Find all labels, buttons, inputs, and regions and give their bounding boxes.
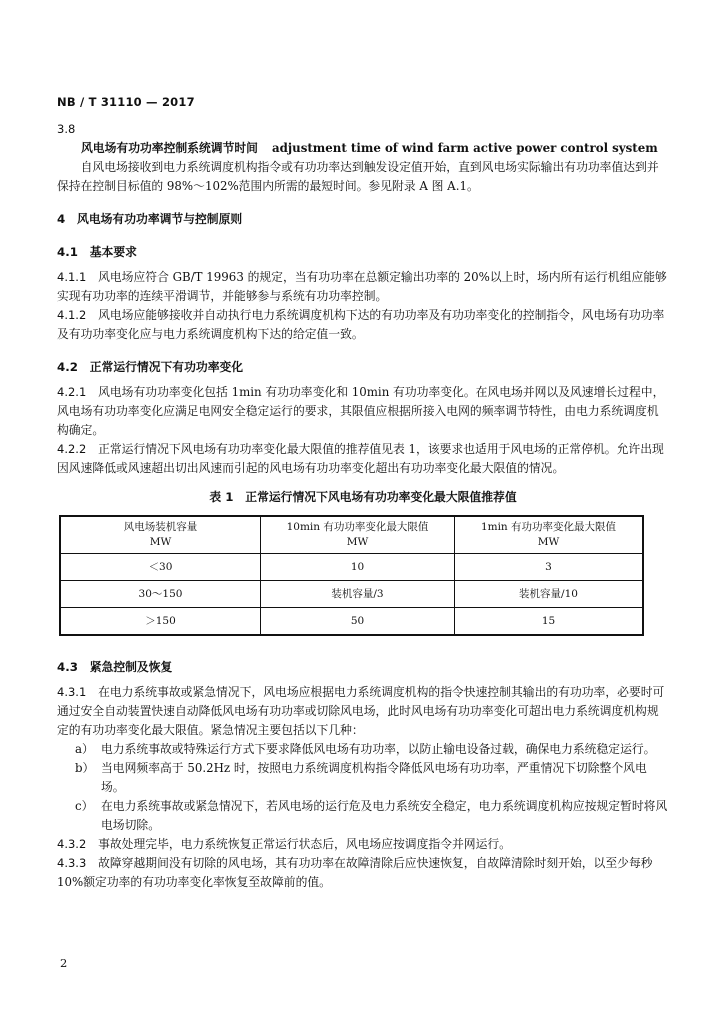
subsection-title: 正常运行情况下有功功率变化 <box>89 360 244 374</box>
clause-text: 正常运行情况下风电场有功功率变化最大限值的推荐值见表 1，该要求也适用于风电场的正常停机。允许出现因风速降低或风速超出切出风速而引起的风电场有功功率变化超出有功功率变化最大限值的情况。 <box>57 442 664 475</box>
clause-number: 4.2.1 <box>57 385 87 399</box>
section-title: 风电场有功功率调节与控制原则 <box>77 212 243 226</box>
clause-4-1-2 <box>57 306 669 344</box>
clause-4-2-1 <box>57 383 669 440</box>
header-line: 10min 有功功率变化最大限值 <box>286 521 429 533</box>
table-cell: ＞150 <box>60 608 261 636</box>
clause-4-2-2 <box>57 440 669 478</box>
clause-text: 风电场应能够接收并自动执行电力系统调度机构下达的有功功率及有功功率变化的控制指令，风电场有功功率及有功功率变化应与电力系统调度机构下达的给定值一致。 <box>57 308 665 341</box>
standard-code-header: NB / T 31110 — 2017 <box>57 95 195 109</box>
subsection-number: 4.2 <box>57 360 78 374</box>
table-cell: ＜30 <box>60 554 261 581</box>
header-unit: MW <box>149 536 172 548</box>
clause-number: 4.3.2 <box>57 837 87 851</box>
list-item-text: 在电力系统事故或紧急情况下，若风电场的运行危及电力系统安全稳定，电力系统调度机构应按规定暂时将风电场切除。 <box>101 799 668 832</box>
list-item-text: 电力系统事故或特殊运行方式下要求降低风电场有功功率，以防止输电设备过载，确保电力系统稳定运行。 <box>101 742 656 756</box>
clause-number: 4.1.1 <box>57 270 87 284</box>
subsection-4-3-heading <box>57 658 669 677</box>
section-4-heading <box>57 210 669 229</box>
subsection-title: 基本要求 <box>89 245 137 259</box>
page-content <box>57 120 669 892</box>
header-cell <box>261 516 455 554</box>
subsection-4-2-heading <box>57 358 669 377</box>
table-cell: 10 <box>261 554 455 581</box>
subsection-4-1-heading <box>57 243 669 262</box>
header-unit: MW <box>346 536 369 548</box>
clause-number: 4.2.2 <box>57 442 87 456</box>
clause-4-3-3 <box>57 854 669 892</box>
table-row <box>60 581 643 608</box>
clause-number: 4.3.1 <box>57 685 87 699</box>
list-item-text: 当电网频率高于 50.2Hz 时，按照电力系统调度机构指令降低风电场有功功率，严重情况下切除整个风电场。 <box>101 761 647 794</box>
list-item <box>57 797 669 835</box>
clause-text: 事故处理完毕，电力系统恢复正常运行状态后，风电场应按调度指令并网运行。 <box>98 837 511 851</box>
page-number: 2 <box>60 956 68 970</box>
header-line: 1min 有功功率变化最大限值 <box>480 521 617 533</box>
list-item-label: c） <box>75 799 94 813</box>
table-cell: 装机容量/10 <box>455 581 644 608</box>
term-definition: 自风电场接收到电力系统调度机构指令或有功功率达到触发设定值开始，直到风电场实际输出有功功率值达到并保持在控制目标值的 98%～102%范围内所需的最短时间。参见附录 A 图 A.1。 <box>57 160 659 193</box>
clause-text: 风电场有功功率变化包括 1min 有功功率变化和 10min 有功功率变化。在风电场并网以及风速增长过程中，风电场有功功率变化应满足电网安全稳定运行的要求，其限值应根据所接入电网的频率调节特性，由电力系统调度机构确定。 <box>57 385 665 437</box>
subsection-number: 4.3 <box>57 660 78 674</box>
clause-text: 故障穿越期间没有切除的风电场，其有功功率在故障清除后应快速恢复，自故障清除时刻开始，以至少每秒 10%额定功率的有功功率变化率恢复至故障前的值。 <box>57 856 653 889</box>
clause-4-1-1 <box>57 268 669 306</box>
term-title <box>57 139 669 158</box>
table-row <box>60 554 643 581</box>
term-title-en: adjustment time of wind farm active power control system <box>271 141 658 155</box>
table-row <box>60 608 643 636</box>
clause-number: 4.1.2 <box>57 308 87 322</box>
list-item <box>57 759 669 797</box>
table-cell: 50 <box>261 608 455 636</box>
header-cell <box>60 516 261 554</box>
table-cell: 30～150 <box>60 581 261 608</box>
recommended-values-table <box>59 515 644 636</box>
header-unit: MW <box>537 536 560 548</box>
list-item-label: b） <box>75 761 95 775</box>
subsection-title: 紧急控制及恢复 <box>89 660 173 674</box>
table-cell: 3 <box>455 554 644 581</box>
section-number: 4 <box>57 212 66 226</box>
table-caption: 表 1 正常运行情况下风电场有功功率变化最大限值推荐值 <box>209 490 517 504</box>
clause-text: 在电力系统事故或紧急情况下，风电场应根据电力系统调度机构的指令快速控制其输出的有功功率，必要时可通过安全自动装置快速自动降低风电场有功功率或切除风电场，此时风电场有功功率变化可超出电力系统调度机构规定的有功功率变化最大限值。紧急情况主要包括以下几种： <box>57 685 665 737</box>
list-item-label: a） <box>75 742 94 756</box>
table-header-row <box>60 516 643 554</box>
clause-text: 风电场应符合 GB/T 19963 的规定，当有功功率在总额定输出功率的 20%以上时，场内所有运行机组应能够实现有功功率的连续平滑调节，并能够参与系统有功功率控制。 <box>57 270 667 303</box>
term-number: 3.8 <box>57 122 76 136</box>
clause-4-3-1 <box>57 683 669 740</box>
term-title-cn: 风电场有功功率控制系统调节时间 <box>81 141 258 155</box>
header-cell <box>455 516 644 554</box>
header-line: 风电场装机容量 <box>123 521 198 533</box>
subsection-number: 4.1 <box>57 245 78 259</box>
clause-number: 4.3.3 <box>57 856 87 870</box>
table-cell: 15 <box>455 608 644 636</box>
clause-4-3-2 <box>57 835 669 854</box>
table-cell: 装机容量/3 <box>261 581 455 608</box>
list-item <box>57 740 669 759</box>
